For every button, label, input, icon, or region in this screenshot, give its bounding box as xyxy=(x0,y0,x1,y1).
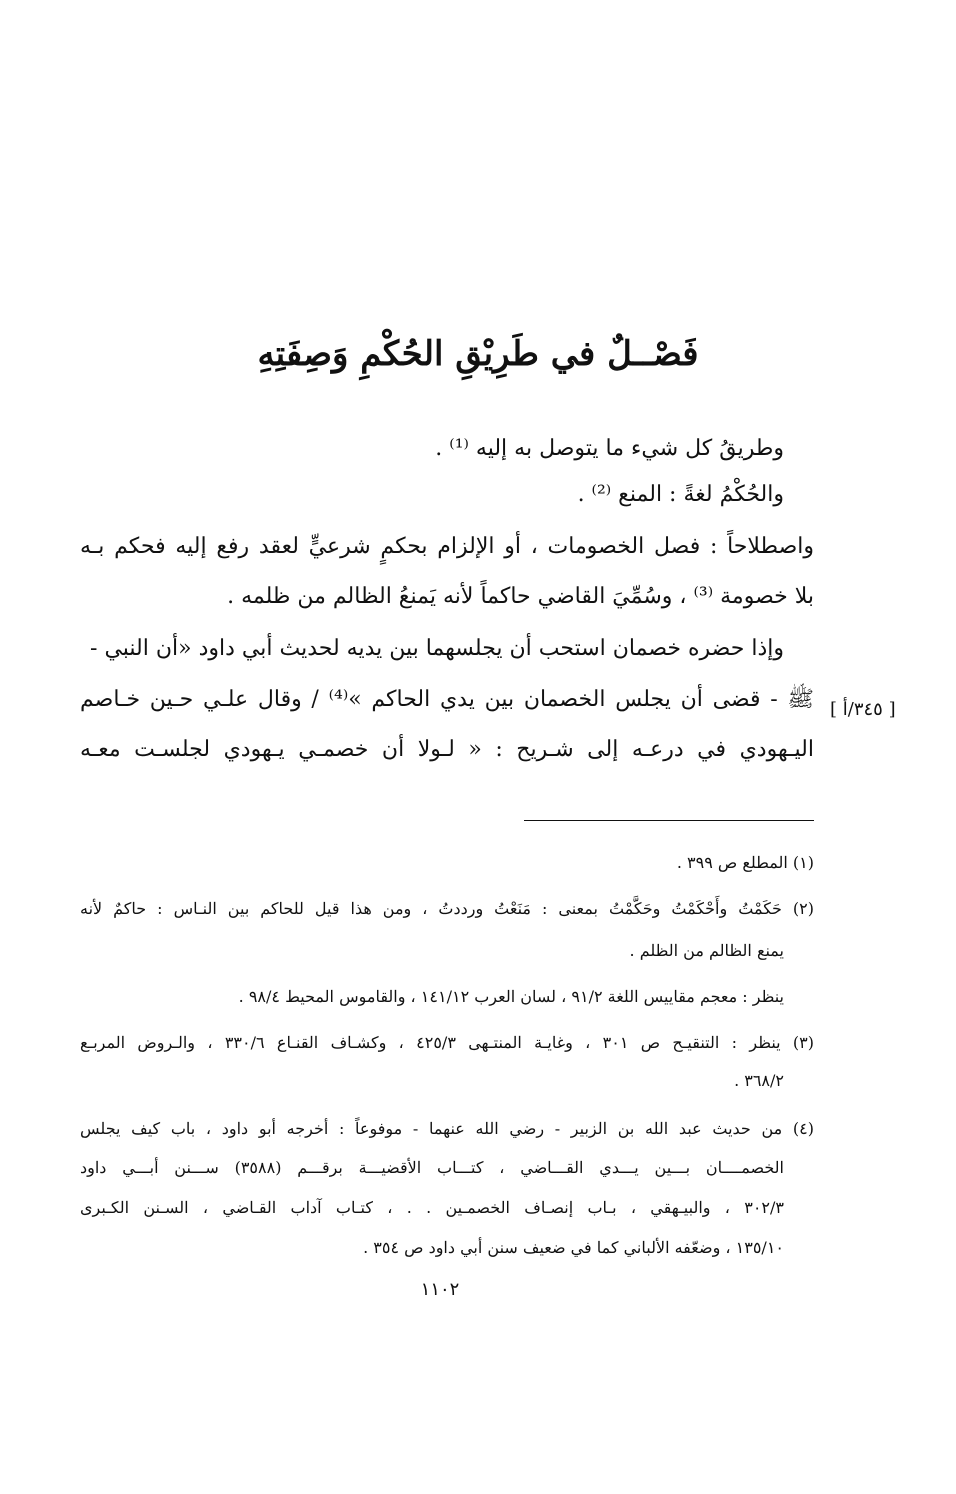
footnote-2: (٢) حَكَمْتُ وأَحْكَمْتُ وحَكَّمْتُ بمعنى : مَنَعْتُ ورددتُ ، ومن هذا قيل للحاكم بين النـاس : حاكمٌ لأنه xyxy=(80,899,814,918)
body-line-1: وطريقُ كل شيء ما يتوصل به إليه ⁽¹⁾ . xyxy=(435,436,784,461)
body-line-7: اليـهودي في درعـه إلى شـريح : « لـولا أن خصمـي يـهودي لجلسـت معـه xyxy=(80,737,814,762)
footnote-separator xyxy=(524,820,814,821)
body-line-3: واصطلاحاً : فصل الخصومات ، أو الإلزام بحكمٍ شرعيٍّ لعقد رفع إليه فحكم بـه xyxy=(80,534,814,559)
chapter-title: فَصْــلٌ في طَرِيْقِ الحُكْمِ وَصِفَتِهِ xyxy=(257,334,699,374)
body-line-5: وإذا حضره خصمان استحب أن يجلسهما بين يديه لحديث أبي داود «أن النبي - xyxy=(90,636,784,661)
footnote-1: (١) المطلع ص ٣٩٩ . xyxy=(676,853,814,872)
footnote-3-cont: ٣٦٨/٢ . xyxy=(734,1071,784,1090)
manuscript-folio-note: [ ٣٤٥/أ ] xyxy=(830,699,896,720)
footnote-2-cont: يمنع الظالم من الظلم . xyxy=(629,941,784,960)
body-line-6: ﷺ - قضى أن يجلس الخصمان بين يدي الحاكم »⁽⁴⁾ / وقال علـي حـين خـاصم xyxy=(80,687,814,712)
body-line-2: والحُكْمُ لغةً : المنع ⁽²⁾ . xyxy=(577,482,784,507)
footnote-4-cont-3: ١٣٥/١٠ ، وضعّفه الألباني كما في ضعيف سنن أبي داود ص ٣٥٤ . xyxy=(363,1238,784,1257)
body-line-4: بلا خصومة ⁽³⁾ ، وسُمِّيَ القاضي حاكماً لأنه يَمنعُ الظالم من ظلمه . xyxy=(227,584,814,609)
footnote-4: (٤) من حديث عبد الله بن الزبير - رضي الله عنهما - موفوعاً : أخرجه أبو داود ، باب كيف يجلس xyxy=(80,1119,814,1138)
footnote-2-refs: ينظر : معجم مقاييس اللغة ٩١/٢ ، لسان العرب ١٤١/١٢ ، والقاموس المحيط ٩٨/٤ . xyxy=(238,987,784,1006)
page-number: ١١٠٢ xyxy=(420,1279,460,1300)
footnote-4-cont-1: الخصمــــان بـــين يـــدي القـــاضي ، كتـــاب الأقضيـــة برقـــم (٣٥٨٨) ســـنن أبـــي داود xyxy=(80,1158,784,1177)
footnote-4-cont-2: ٣٠٢/٣ ، والبيـهقي ، بـاب إنصـاف الخصمـين . . ، كتـاب آداب القـاضي ، السـنن الكـبرى xyxy=(80,1198,784,1217)
footnote-3: (٣) ينظر : التنقيـح ص ٣٠١ ، وغايـة المنتـهى ٤٢٥/٣ ، وكشـاف القنـاع ٣٣٠/٦ ، والـروض المربـع xyxy=(80,1033,814,1052)
